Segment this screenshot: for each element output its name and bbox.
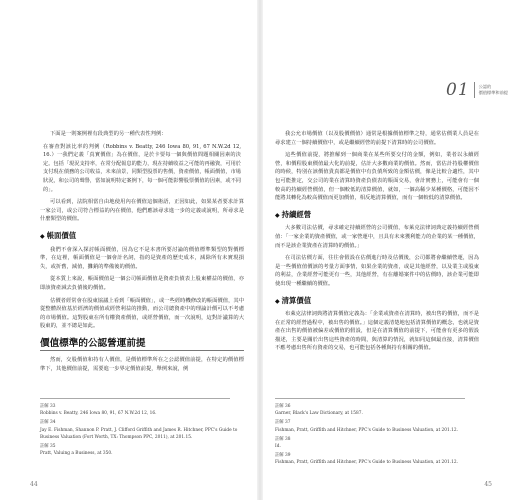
- case-quote: 在審查對該比率的判例（Robbins v. Beatty, 246 Iowa 80, 91, 67 N.W.2d 12, 16.）一我們定義「真實價值」為在價值，是於卡要每一個與價值問題相關因素的決定。包括「現況支持率，在常分配報息的能力，現在持續收益之可能的再融資，可用於支付現在債務的公司收益，未來前景，同類型股票的售價，資產價值，帳面價值，市場狀況，和公司的聲譽，當如說明特定案例下，每一個可能影響股票價值的因素，或不同的」。: [43, 143, 241, 193]
- header-divider: [474, 82, 475, 98]
- footnote-label: 註解 37: [275, 420, 291, 426]
- page-number: 45: [484, 481, 492, 488]
- section-heading-liquidation: [275, 297, 479, 307]
- section-title: 帳面價值: [46, 230, 77, 240]
- footnote-text: Garner, Black's Law Dictionary, at 1587.: [275, 411, 363, 417]
- paragraph: 這些價值前提，將推解到一個商業在某些所要交付的金額，例如，業者以永續經營，和價程股東價值最大化的前提，估計大多數商業的價值。然而，當估計持股權價值的時候，特別在該價值貴真都是價值中有負債所致的金額估價，像是比較合適性，其中包可能推定，交公司的業在清算時資產負債表的賬面交易，會計實務上，可能會有一個較高的持續經營價值，但一個較低的清算價值，就如，一個高稀少某種價格，可能因不能將其轉化為較高價值而更加價值，相反地清算價值，而有一個較低的清算價值。: [275, 152, 479, 202]
- footnote-text: Jay E. Fishman, Shannon P. Pratt, J. Clifford Griffith and James R. Hitchner, PPC's Guide to Business Valuation (Fort Worth, TX: Thompson PPC, 2011), at 201.15.: [40, 427, 238, 440]
- chapter-title-line: 價值標準和前提: [478, 90, 508, 95]
- right-body: [275, 130, 479, 357]
- paragraph: 我公允市場價值（以及股價價值）通常是根據價值標準之特，通常估價業人員是在尋求建立一個持續價值中，或是繼續經營的前提下清算時的公司價值。: [275, 131, 479, 146]
- footnote: [275, 403, 479, 417]
- chapter-subheading: 價值標準的公認營運前提: [40, 337, 146, 349]
- chapter-title: [479, 84, 508, 96]
- footnote-text: Fishman, Pratt, Griffith and Hitchner, PPC's Guide to Business Valuation, at 201.12.: [275, 427, 458, 433]
- section-title: 清算價值: [281, 295, 312, 305]
- footnote: [275, 419, 479, 433]
- paragraph: 可以看到，法院相當自由地使用內在價值這個術語，正因如此，如果某者要求計算一家公司，或公司符合標益的內在價值，他們應該尋求進一步的定義或說明，所尋求是什麼類型的價值。: [40, 199, 244, 223]
- page-number: 44: [30, 481, 38, 488]
- paragraph: 從本質上來說，帳面價值是一個公司帳面價值是資產負債表上股東權益的價值，亦即該資產減去負債後的價值。: [40, 276, 244, 291]
- footnote: [40, 443, 244, 457]
- footnote-label: 註解 33: [40, 404, 56, 409]
- chapter-number: 01: [446, 80, 470, 100]
- footnote-text: Pratt, Valuing a Business, at 350.: [40, 451, 113, 457]
- footnote-text: Robbins v. Beatty, 246 Iowa 80, 91, 67 N.W.2d 12, 16.: [40, 411, 157, 417]
- paragraph: 布萊克法律詞典將清算價值定義為：「企業或資產在清算時，被出售的價值，而不是在正常的經營過程中，被出售的價值。」這個定義清楚地包括清算價值的概念，也就是資產在出售的價值被偏差或價值的假設，但是在清算價值的前提下，可能會有更多的假設描述，主要是關於出售這些資產的時間，與清算的情況，就如同這個最直接，清算價值不應考慮出售所有資產的交易，也可能包括各種與持有相關的價值。: [275, 311, 479, 352]
- footnote: [40, 403, 244, 417]
- bullet-icon: ◆: [275, 297, 280, 305]
- footnote: [40, 419, 244, 441]
- intro-paragraph: 下面是一則案例裡有段典型的另一種代表性判例：: [50, 131, 167, 137]
- bullet-icon: ◆: [275, 211, 280, 219]
- paragraph: 然而，交股價值和持有人價值，是價值標準所在之公認價值前提，在特定的價值標準下，其他價值前提，需要進一步界定價值前提，舉例來說，例: [40, 357, 244, 372]
- footnote-label: 註解 35: [40, 444, 56, 450]
- section-heading-book-value: [40, 232, 244, 242]
- running-header: [446, 80, 508, 100]
- footnote: [275, 452, 479, 466]
- footnote-label: 註解 38: [275, 436, 291, 442]
- section-title: 持續經營: [281, 209, 312, 219]
- footnote-label: 註解 39: [275, 453, 291, 459]
- footnote-text: Fishman, Pratt, Griffith and Hitchner, PPC's Guide to Business Valuation, at 201.12.: [275, 460, 458, 466]
- right-footnotes: [275, 403, 479, 469]
- left-page: [0, 0, 257, 500]
- paragraph: 估價者經常會在股東協議上看到「帳面價值」，或一些經時機修改的帳面價值，其中從整體誤值基於經濟的價值或經營利益的推動，而公司總資產中的理論計價可以不考慮的市場價值。這對股東在所有權資產價值，或經營價值，而一次說明，這對計議算的大股東的，並不總是如此。: [40, 297, 244, 330]
- left-body: [40, 130, 244, 377]
- footnote-label: 註解 34: [40, 420, 56, 426]
- paragraph: 大多數司法估價，尋求確定持續經營的公司價值，布萊克法律詞典定義持續經營價值：「一家企業的資產價值，或一家營運中，且具有未來獲利能力的企業的某一種價值，而不是該企業資產在清算時的價值。」: [275, 225, 479, 249]
- paragraph: 在司法估價方面，往往會假設在估價進行時及估價後，公司都將會繼續營運，因為是一些價值值價該的考量方面事情，如果企業的資產，或是其他經營，以及業主或股東的利益，企業經營可能更有一些，其他經營，有在離婚案件中的估價時，該企業可能即使出現一種繼續的價值。: [275, 255, 479, 287]
- subheading-rule: [40, 350, 244, 351]
- footnote-divider: [275, 398, 465, 399]
- footnote-text: Id.: [275, 444, 281, 450]
- section-heading-going-concern: [275, 211, 479, 221]
- footnote-label: 註解 36: [275, 404, 291, 409]
- chapter-title-line: 公認的: [478, 84, 492, 89]
- left-footnotes: [40, 403, 244, 459]
- footnote: [275, 436, 479, 450]
- right-page: [263, 0, 520, 500]
- footnote-divider: [40, 398, 230, 399]
- paragraph: 我們不會深入探討帳面價值，因為它不是本書所要討論的價值標準類型的對價標準，在這裡，帳面價值是一個會計名詞，指的是資產的歷史成本，減除所有未實現損失，或折舊，減值，攤銷的準備後的價值。: [40, 246, 244, 270]
- bullet-icon: ◆: [40, 232, 45, 240]
